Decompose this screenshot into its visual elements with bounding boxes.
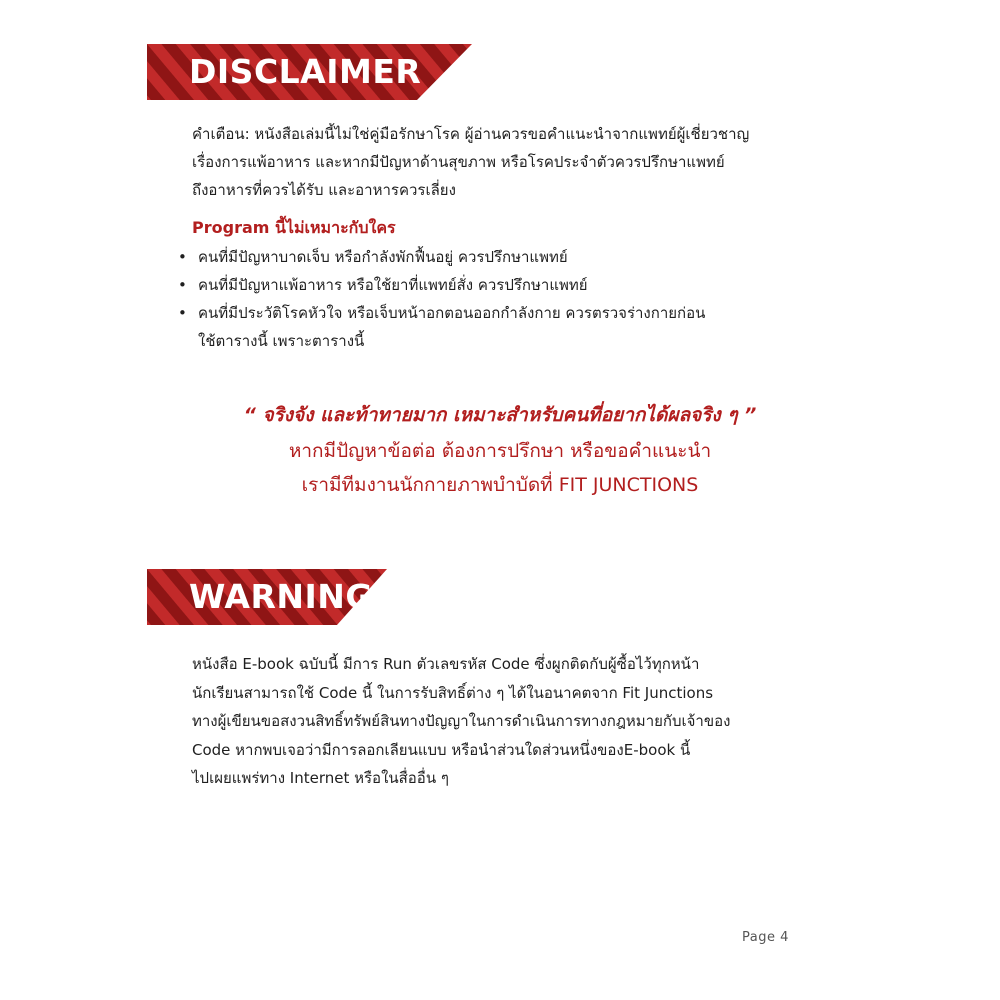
- list-item-continuation: ใช้ตารางนี้ เพราะตารางนี้: [198, 332, 365, 350]
- disclaimer-paragraph: [192, 120, 749, 204]
- disclaimer-banner: [147, 44, 472, 100]
- bullet-icon: •: [178, 248, 187, 266]
- highlight-quote: “ จริงจัง และท้าทายมาก เหมาะสำหรับคนที่อยากได้ผลจริง ๆ ”: [243, 404, 757, 426]
- list-item-text: คนที่มีปัญหาบาดเจ็บ หรือกำลังพักฟื้นอยู่ ควรปรึกษาแพทย์: [198, 248, 568, 266]
- list-item-text: คนที่มีประวัติโรคหัวใจ หรือเจ็บหน้าอกตอนออกกำลังกาย ควรตรวจร่างกายก่อน: [198, 304, 706, 322]
- disclaimer-line: คำเตือน: หนังสือเล่มนี้ไม่ใช่คู่มือรักษาโรค ผู้อ่านควรขอคำแนะนำจากแพทย์ผู้เชี่ยวชาญ: [192, 125, 750, 143]
- page-number: Page 4: [742, 930, 789, 945]
- program-heading: Program นี้ไม่เหมาะกับใคร: [192, 218, 396, 237]
- warning-line: หนังสือ E-book ฉบับนี้ มีการ Run ตัวเลขรหัส Code ซึ่งผูกติดกับผู้ซื้อไว้ทุกหน้า: [192, 655, 700, 673]
- list-item: [176, 299, 705, 355]
- list-item: [176, 271, 705, 299]
- warning-banner: [147, 569, 387, 625]
- disclaimer-line: ถึงอาหารที่ควรได้รับ และอาหารควรเลี่ยง: [192, 181, 456, 199]
- warning-paragraph: [192, 650, 730, 793]
- warning-line: นักเรียนสามารถใช้ Code นี้ ในการรับสิทธิ์ต่าง ๆ ได้ในอนาคตจาก Fit Junctions: [192, 683, 714, 702]
- bullet-icon: •: [178, 276, 187, 294]
- warning-line: ไปเผยแพร่ทาง Internet หรือในสื่ออื่น ๆ: [192, 769, 449, 787]
- disclaimer-line: เรื่องการแพ้อาหาร และหากมีปัญหาด้านสุขภาพ หรือโรคประจำตัวควรปรึกษาแพทย์: [192, 153, 725, 171]
- warning-line: ทางผู้เขียนขอสงวนสิทธิ์ทรัพย์สินทางปัญญาในการดำเนินการทางกฎหมายกับเจ้าของ: [192, 712, 731, 730]
- warning-line: Code หากพบเจอว่ามีการลอกเลียนแบบ หรือนำส่วนใดส่วนหนึ่งของE-book นี้: [192, 740, 691, 759]
- list-item-text: คนที่มีปัญหาแพ้อาหาร หรือใช้ยาที่แพทย์สั่ง ควรปรึกษาแพทย์: [198, 276, 588, 294]
- disclaimer-title: DISCLAIMER: [189, 52, 422, 91]
- bullet-icon: •: [178, 304, 187, 322]
- warning-title: WARNING: [189, 577, 373, 616]
- list-item: [176, 243, 705, 271]
- contact-line: เรามีทีมงานนักกายภาพบำบัดที่ FIT JUNCTIONS: [301, 474, 699, 496]
- contact-line: หากมีปัญหาข้อต่อ ต้องการปรึกษา หรือขอคำแนะนำ: [288, 440, 712, 462]
- program-list: [176, 243, 705, 355]
